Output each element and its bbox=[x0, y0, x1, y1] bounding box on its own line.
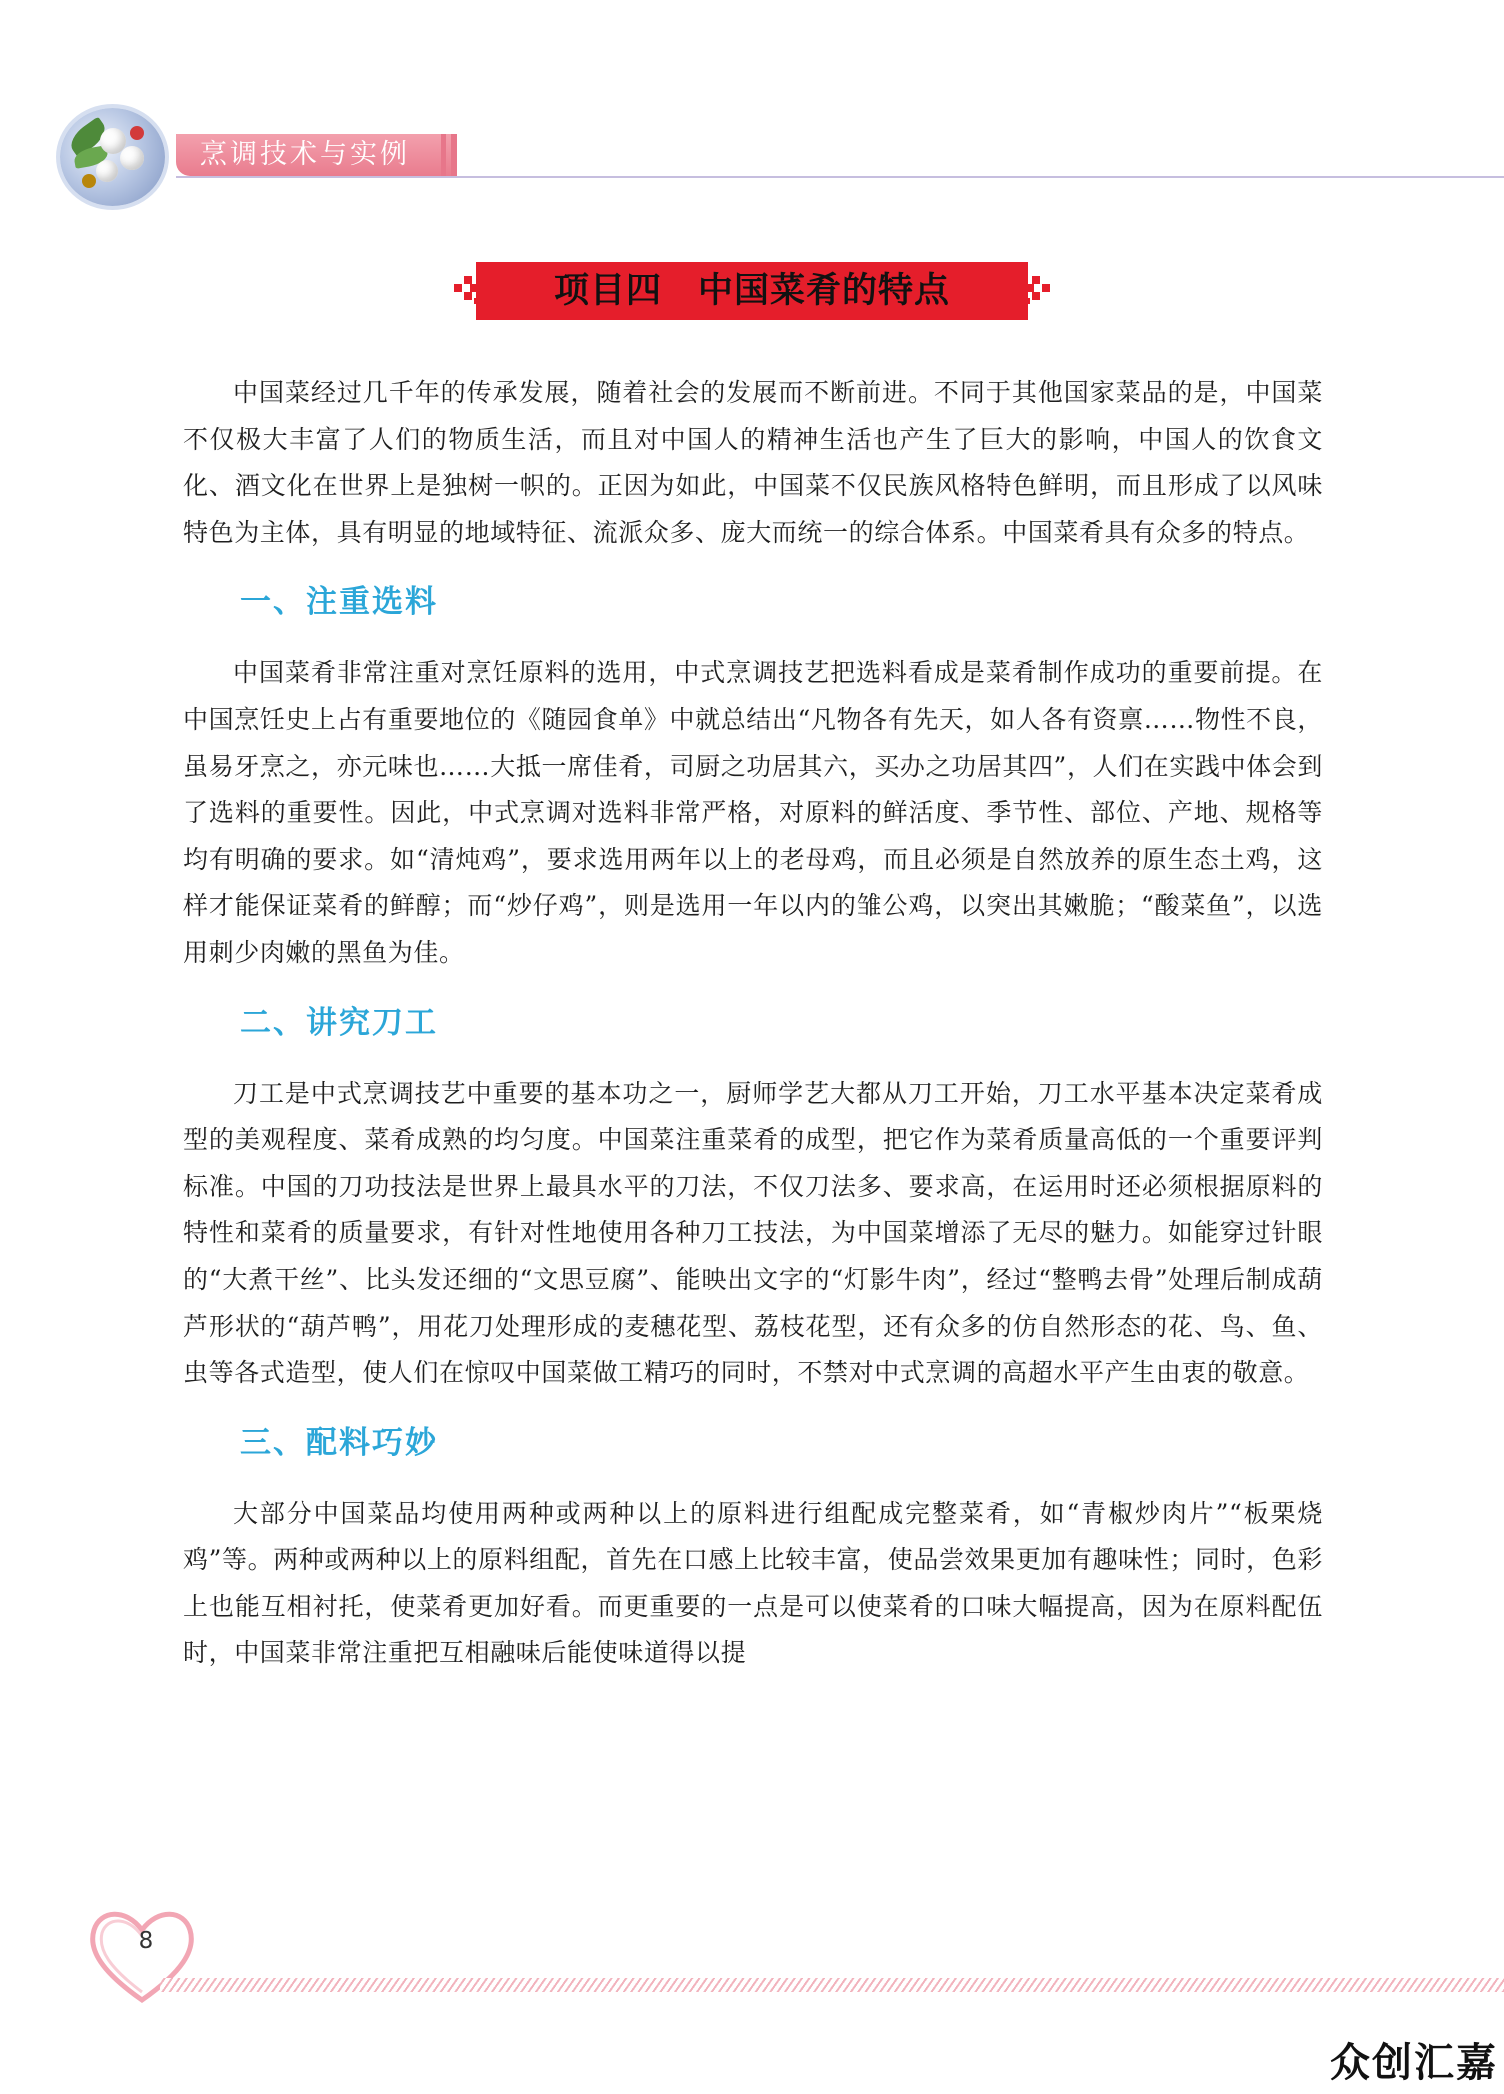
article-body bbox=[183, 370, 1323, 1677]
page-number: 8 bbox=[138, 1928, 154, 1954]
watermark: 众创汇嘉 bbox=[1330, 2040, 1498, 2086]
section-heading: 二、讲究刀工 bbox=[240, 1004, 438, 1041]
section-paragraph: 中国菜肴非常注重对烹饪原料的选用，中式烹调技艺把选料看成是菜肴制作成功的重要前提。在中国烹饪史上占有重要地位的《随园食单》中就总结出“凡物各有先天，如人各有资禀……物性不良，虽易牙烹之，亦元味也……大抵一席佳肴，司厨之功居其六，买办之功居其四”，人们在实践中体会到了选料的重要性。因此，中式烹调对选料非常严格，对原料的鲜活度、季节性、部位、产地、规格等均有明确的要求。如“清炖鸡”，要求选用两年以上的老母鸡，而且必须是自然放养的原生态土鸡，这样才能保证菜肴的鲜醇；而“炒仔鸡”，则是选用一年以内的雏公鸡，以突出其嫩脆；“酸菜鱼”，以选用刺少肉嫩的黑鱼为佳。 bbox=[183, 658, 1323, 967]
header-bar bbox=[441, 134, 446, 176]
book-title: 烹调技术与实例 bbox=[200, 139, 410, 170]
header-bar bbox=[451, 134, 457, 176]
header-divider bbox=[176, 176, 1504, 178]
footer-stripe bbox=[160, 1978, 1504, 1992]
heart-icon bbox=[82, 1900, 202, 2010]
section-paragraph: 刀工是中式烹调技艺中重要的基本功之一，厨师学艺大都从刀工开始，刀工水平基本决定菜肴成型的美观程度、菜肴成熟的均匀度。中国菜注重菜肴的成型，把它作为菜肴质量高低的一个重要评判标准。中国的刀功技法是世界上最具水平的刀法，不仅刀法多、要求高，在运用时还必须根据原料的特性和菜肴的质量要求，有针对性地使用各种刀工技法，为中国菜增添了无尽的魅力。如能穿过针眼的“大煮干丝”、比头发还细的“文思豆腐”、能映出文字的“灯影牛肉”，经过“整鸭去骨”处理后制成葫芦形状的“葫芦鸭”，用花刀处理形成的麦穗花型、荔枝花型，还有众多的仿自然形态的花、鸟、鱼、虫等各式造型，使人们在惊叹中国菜做工精巧的同时，不禁对中式烹调的高超水平产生由衷的敬意。 bbox=[183, 1078, 1323, 1388]
section-paragraph: 大部分中国菜品均使用两种或两种以上的原料进行组配成完整菜肴，如“青椒炒肉片”“板栗烧鸡”等。两种或两种以上的原料组配，首先在口感上比较丰富，使品尝效果更加有趣味性；同时，色彩上也能互相衬托，使菜肴更加好看。而更重要的一点是可以使菜肴的口味大幅提高，因为在原料配伍时，中国菜非常注重把互相融味后能使味道得以提 bbox=[183, 1498, 1323, 1668]
section-heading: 三、配料巧妙 bbox=[240, 1424, 438, 1461]
section-heading: 一、注重选料 bbox=[240, 584, 438, 621]
food-plate-icon bbox=[60, 108, 165, 206]
banner-ornament-icon bbox=[1022, 270, 1064, 312]
page-title: 项目四 中国菜肴的特点 bbox=[553, 271, 950, 311]
intro-paragraph: 中国菜经过几千年的传承发展，随着社会的发展而不断前进。不同于其他国家菜品的是，中国菜不仅极大丰富了人们的物质生活，而且对中国人的精神生活也产生了巨大的影响，中国人的饮食文化、酒文化在世界上是独树一帜的。正因为如此，中国菜不仅民族风格特色鲜明，而且形成了以风味特色为主体，具有明显的地域特征、流派众多、庞大而统一的综合体系。中国菜肴具有众多的特点。 bbox=[183, 378, 1323, 547]
